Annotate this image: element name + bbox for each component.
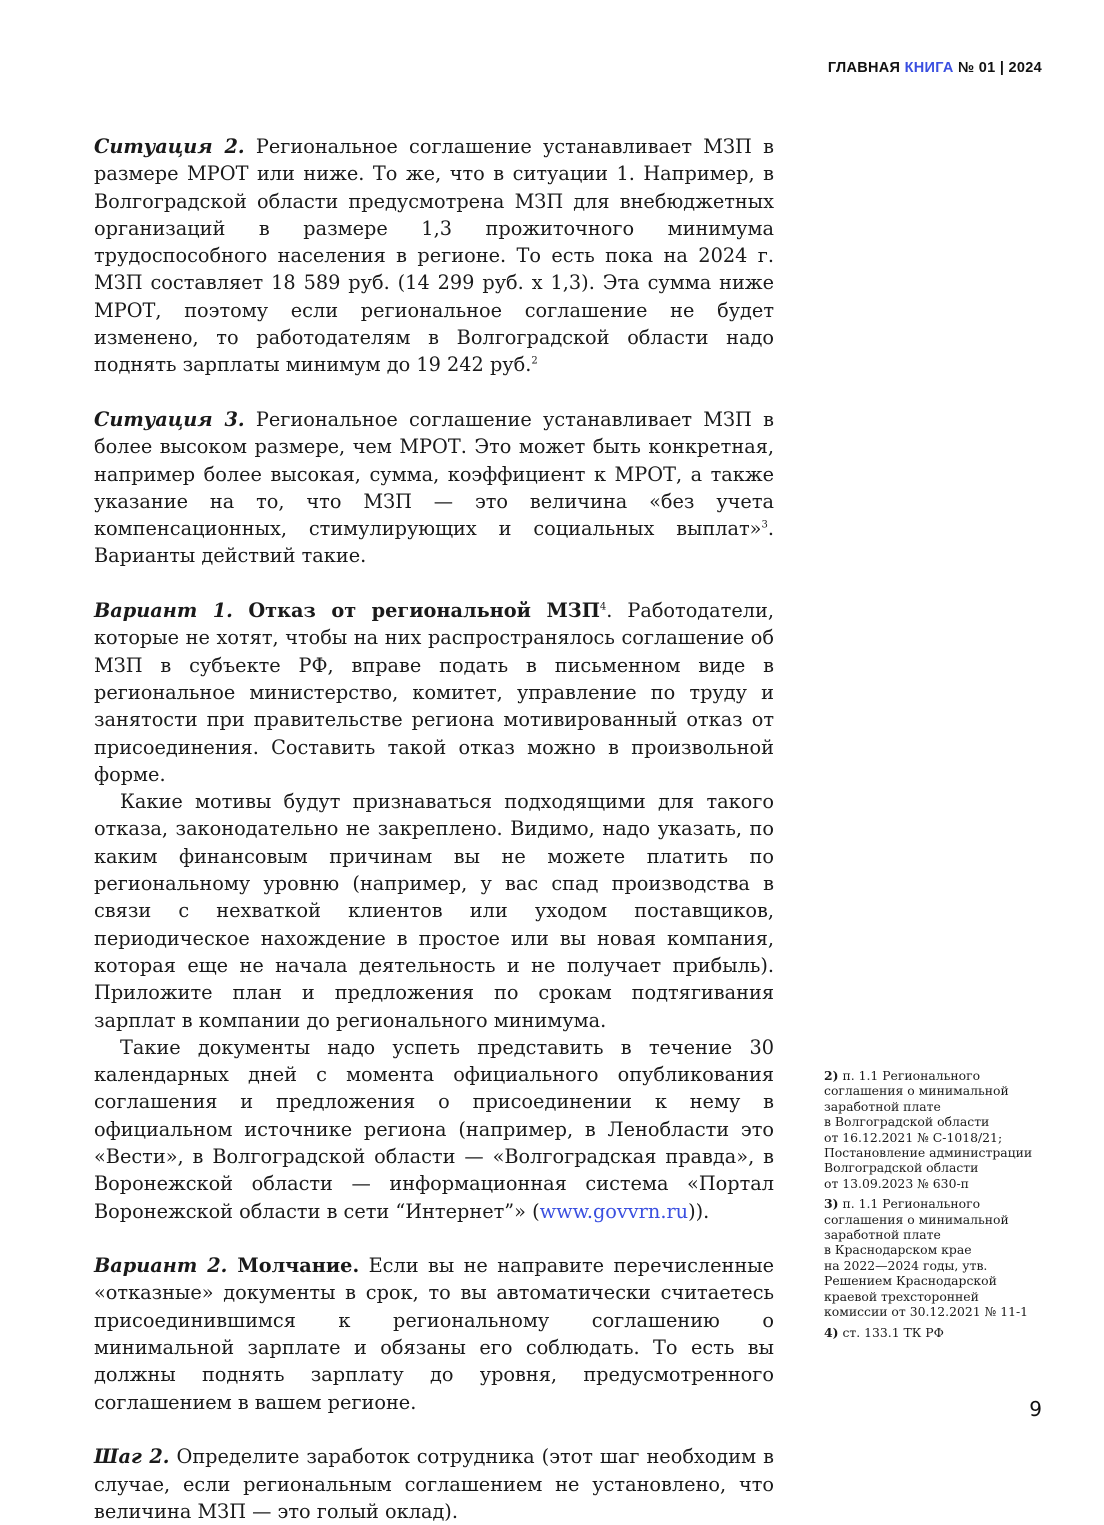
footnote-number: 4) bbox=[824, 1324, 839, 1340]
footnote-line: заработной плате bbox=[824, 1227, 941, 1243]
footnote-line: п. 1.1 Регионального bbox=[842, 1068, 981, 1083]
page-number: 9 bbox=[1029, 1397, 1042, 1421]
header-issue: № 01 | 2024 bbox=[958, 60, 1042, 76]
variant-1-paragraph-3 bbox=[94, 1034, 774, 1225]
variant-2-text: Если вы не направите перечисленные «отказные» документы в срок, то вы автоматически считаетесь присоединившимся к региональному соглашению о минимальной зарплате и обязаны его соблюдать. То есть вы должны поднять зарплату до уровня, предусмотренного соглашением в вашем регионе. bbox=[94, 1254, 774, 1414]
header-title-accent: КНИГА bbox=[904, 60, 954, 76]
footnote-line: соглашения о минимальной bbox=[824, 1083, 1009, 1099]
footnote-4 bbox=[824, 1325, 1046, 1340]
footnote-3 bbox=[824, 1196, 1046, 1319]
footnote-number: 3) bbox=[824, 1196, 839, 1212]
article-body bbox=[94, 133, 774, 1525]
footnote-line: Постановление администрации bbox=[824, 1145, 1033, 1161]
variant-1-paragraph-3-text: Такие документы надо успеть представить в течение 30 календарных дней с момента официального опубликования соглашения и предложения о присоединении к нему в официальном источнике региона (например, в Ленобласти это «Вести», в Волгоградской области — «Волгоградская правда», в Воронежской области — информационная система «Портал Воронежской области в сети “Интернет”» ( bbox=[94, 1035, 774, 1223]
footnote-line: Волгоградской области bbox=[824, 1160, 979, 1176]
variant-2-heading: Молчание. bbox=[227, 1254, 360, 1278]
footnote-line: в Волгоградской области bbox=[824, 1114, 990, 1130]
footnote-line: Решением Краснодарской bbox=[824, 1273, 997, 1289]
variant-2-lead: Вариант 2. bbox=[94, 1254, 228, 1278]
situation-3-paragraph bbox=[94, 406, 774, 570]
variant-1-text: . Работодатели, которые не хотят, чтобы на них распространялось соглашение об МЗП в субъекте РФ, вправе подать в письменном виде в региональное министерство, комитет, управление по труду и занятости при правительстве региона мотивированный отказ от присоединения. Составить такой отказ можно в произвольной форме. bbox=[94, 599, 774, 786]
situation-3-lead: Ситуация 3. bbox=[94, 407, 245, 431]
footnote-line: комиссии от 30.12.2021 № 11-1 bbox=[824, 1304, 1029, 1320]
footnote-line: на 2022—2024 годы, утв. bbox=[824, 1257, 988, 1273]
govvrn-link[interactable]: www.govvrn.ru bbox=[539, 1199, 689, 1223]
footnote-line: ст. 133.1 ТК РФ bbox=[842, 1324, 944, 1340]
footnote-line: в Краснодарском крае bbox=[824, 1242, 972, 1258]
footnotes bbox=[824, 1068, 1046, 1345]
variant-1-paragraph-3-tail: )). bbox=[688, 1199, 710, 1223]
footnote-line: п. 1.1 Регионального bbox=[842, 1196, 981, 1212]
step-2-lead: Шаг 2. bbox=[94, 1445, 170, 1469]
footnote-ref-2[interactable]: 2 bbox=[531, 355, 538, 367]
footnote-line: от 13.09.2023 № 630-п bbox=[824, 1175, 969, 1191]
variant-2-paragraph bbox=[94, 1252, 774, 1416]
header-title-main: ГЛАВНАЯ bbox=[827, 60, 901, 76]
variant-1-heading: Отказ от региональной МЗП bbox=[232, 599, 600, 623]
variant-1-lead: Вариант 1. bbox=[94, 599, 233, 623]
situation-2-paragraph bbox=[94, 133, 774, 379]
footnote-line: от 16.12.2021 № С-1018/21; bbox=[824, 1129, 1003, 1145]
situation-2-lead: Ситуация 2. bbox=[94, 135, 245, 158]
footnote-ref-4[interactable]: 4 bbox=[599, 601, 607, 613]
variant-1-paragraph bbox=[94, 597, 774, 788]
footnote-line: краевой трехсторонней bbox=[824, 1288, 979, 1304]
variant-1-paragraph-2: Какие мотивы будут признаваться подходящими для такого отказа, законодательно не закреплено. Видимо, надо указать, по каким финансовым причинам вы не можете платить по региональному уровню (например, у вас спад производства в связи с нехваткой клиентов или уходом поставщиков, периодическое нахождение в простое или вы новая компания, которая еще не начала деятельность и не получает прибыль). Приложите план и предложения по срокам подтягивания зарплат в компании до регионального минимума. bbox=[94, 790, 774, 1032]
footnote-number: 2) bbox=[824, 1068, 839, 1083]
footnote-line: заработной плате bbox=[824, 1098, 941, 1114]
footnote-2 bbox=[824, 1068, 1046, 1191]
footnote-line: соглашения о минимальной bbox=[824, 1211, 1009, 1227]
step-2-text: Определите заработок сотрудника (этот шаг необходим в случае, если региональным соглашением не установлено, что величина МЗП — это голый оклад). bbox=[94, 1445, 774, 1523]
step-2-paragraph bbox=[94, 1443, 774, 1525]
situation-3-text: Региональное соглашение устанавливает МЗП в более высоком размере, чем МРОТ. Это может быть конкретная, например более высокая, сумма, коэффициент к МРОТ, а также указание на то, что МЗП — это величина «без учета компенсационных, стимулирующих и социальных выплат» bbox=[94, 407, 774, 541]
footnote-ref-3[interactable]: 3 bbox=[761, 519, 768, 531]
situation-3-tail: . Варианты действий такие. bbox=[94, 517, 774, 568]
running-header bbox=[828, 60, 1042, 76]
situation-2-text: Региональное соглашение устанавливает МЗП в размере МРОТ или ниже. То же, что в ситуации 1. Например, в Волгоградской области предусмотрена МЗП для внебюджетных организаций в размере 1,3 прожиточного минимума трудоспособного населения в регионе. То есть пока на 2024 г. МЗП составляет 18 589 руб. (14 299 руб. х 1,3). Эта сумма ниже МРОТ, поэтому если региональное соглашение не будет изменено, то работодателям в Волгоградской области надо поднять зарплаты минимум до 19 242 руб. bbox=[94, 135, 774, 377]
